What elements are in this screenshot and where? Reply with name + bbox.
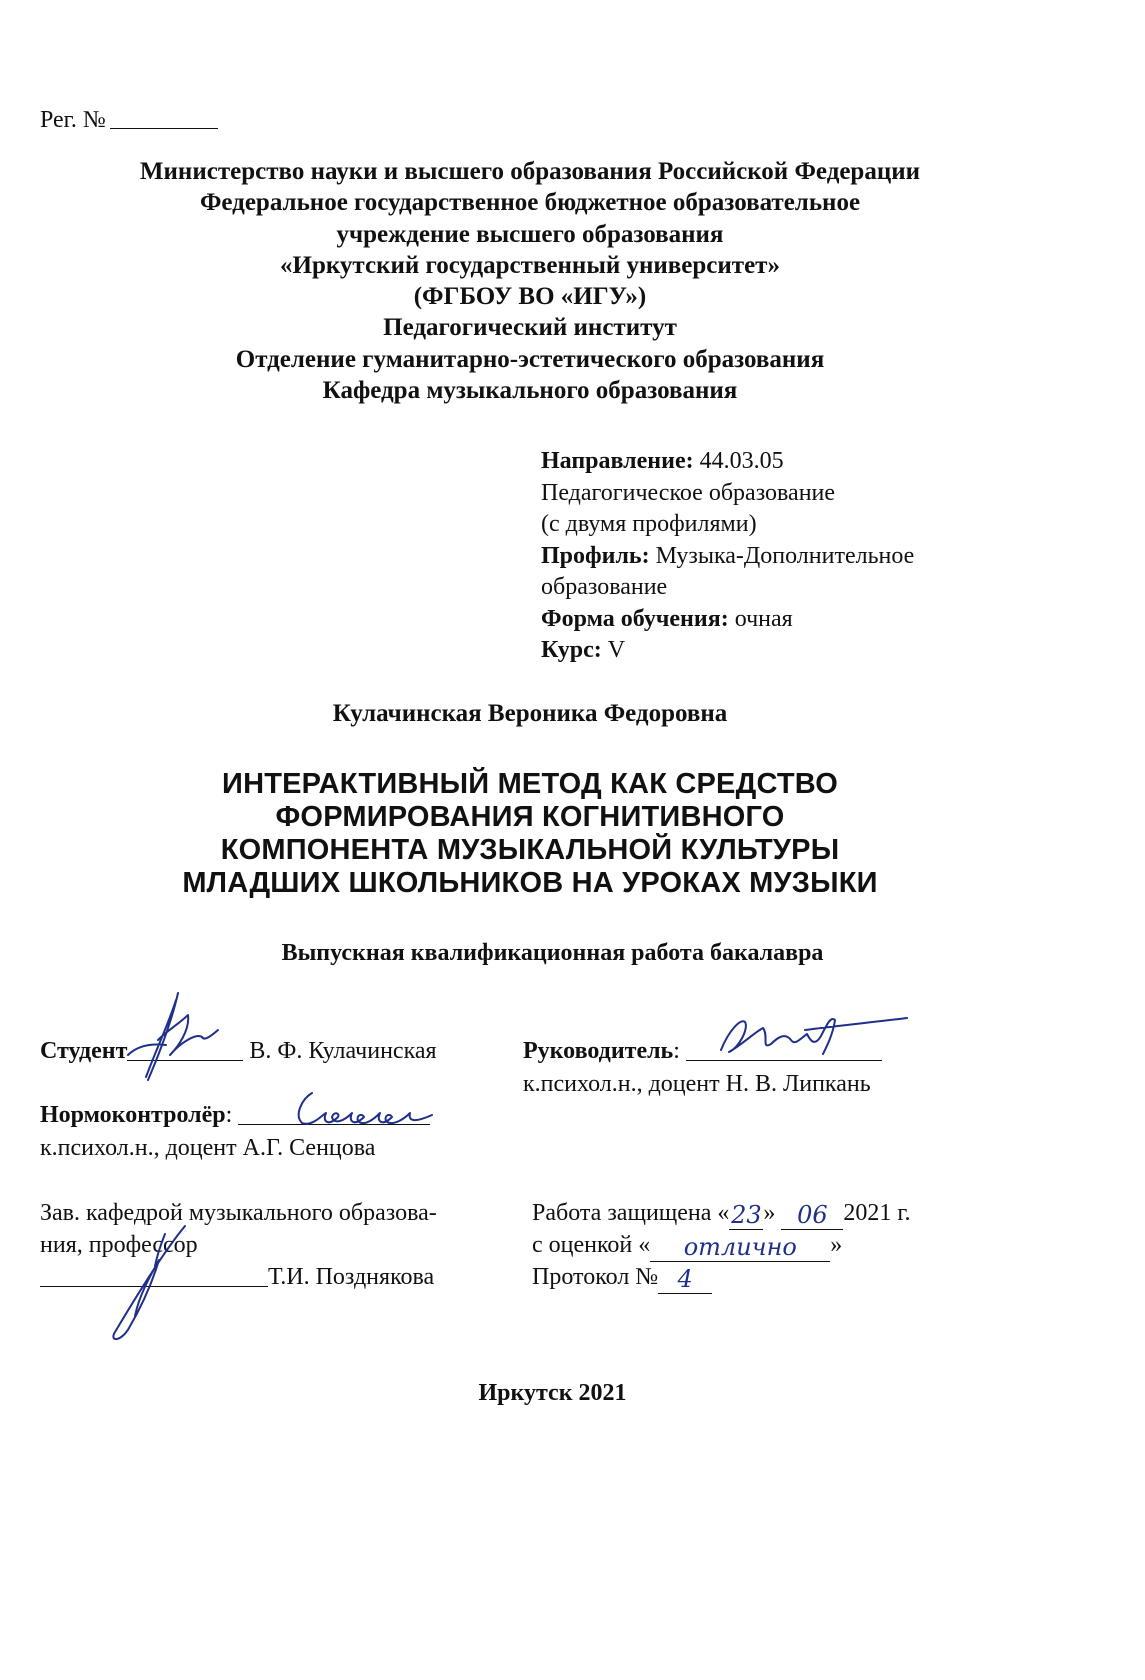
head-line-2: ния, профессор	[40, 1232, 198, 1258]
profile-row	[541, 541, 914, 573]
supervisor-details: к.психол.н., доцент Н. В. Липкань	[523, 1071, 871, 1097]
title-line-1: ИНТЕРАКТИВНЫЙ МЕТОД КАК СРЕДСТВО	[222, 768, 838, 800]
direction-line-2: Педагогическое образование	[541, 479, 836, 506]
defense-protocol-row	[532, 1264, 712, 1294]
protocol-number: 4	[658, 1265, 712, 1294]
header-university-name: «Иркутский государственный университет»	[280, 251, 780, 279]
defense-date-row	[532, 1200, 911, 1230]
header-ministry: Министерство науки и высшего образования Российской Федерации	[139, 158, 921, 185]
header-university-type-cont: учреждение высшего образования	[336, 220, 724, 248]
work-type: Выпускная квалификационная работа бакалавра	[281, 940, 824, 966]
defense-date-mid: »	[763, 1200, 782, 1226]
defense-grade-prefix: с оценкой «	[532, 1232, 651, 1258]
direction-row	[541, 446, 914, 478]
student-label: Студент	[40, 1038, 128, 1064]
defense-grade: отлично	[650, 1233, 830, 1262]
head-line-1: Зав. кафедрой музыкального образова-	[40, 1200, 437, 1226]
header-division: Отделение гуманитарно-эстетического образования	[235, 345, 825, 373]
course-value: V	[601, 637, 626, 663]
header-university-abbr: (ФГБОУ ВО «ИГУ»)	[413, 283, 647, 311]
study-info	[541, 446, 914, 667]
head-signature	[95, 1220, 205, 1350]
defense-year: 2021 г.	[843, 1200, 911, 1226]
author-name: Кулачинская Вероника Федоровна	[332, 700, 728, 727]
defense-grade-row	[532, 1232, 842, 1262]
registration-number	[40, 107, 218, 134]
student-name: В. Ф. Кулачинская	[249, 1038, 437, 1064]
normcontroller-colon: :	[225, 1102, 233, 1128]
title-line-4: МЛАДШИХ ШКОЛЬНИКОВ НА УРОКАХ МУЗЫКИ	[182, 867, 878, 899]
student-row	[40, 1038, 437, 1065]
header-department: Кафедра музыкального образования	[322, 377, 738, 405]
normcontroller-details: к.психол.н., доцент А.Г. Сенцова	[40, 1135, 376, 1161]
city-year: Иркутск 2021	[478, 1380, 627, 1406]
header-university-type: Федеральное государственное бюджетное образовательное	[199, 189, 861, 217]
protocol-label: Протокол №	[532, 1264, 659, 1290]
normcontroller-signature	[282, 1085, 442, 1135]
defense-date-prefix: Работа защищена «	[532, 1200, 730, 1226]
defense-grade-suffix: »	[830, 1232, 843, 1258]
thesis-title	[40, 768, 1020, 900]
direction-value: 44.03.05	[693, 448, 784, 474]
course-row	[541, 635, 914, 667]
defense-month: 06	[781, 1201, 843, 1230]
title-line-2: ФОРМИРОВАНИЯ КОГНИТИВНОГО	[275, 801, 785, 833]
institution-header	[40, 156, 1020, 406]
reg-blank-line	[110, 128, 218, 129]
head-name: Т.И. Позднякова	[268, 1264, 435, 1290]
profile-label: Профиль:	[541, 542, 650, 569]
reg-label: Рег. №	[40, 107, 106, 133]
supervisor-colon: :	[673, 1038, 680, 1064]
direction-label: Направление:	[541, 448, 694, 474]
form-row	[541, 604, 914, 636]
form-value: очная	[728, 605, 793, 632]
course-label: Курс:	[541, 637, 602, 663]
profile-value: Музыка-Дополнительное	[649, 542, 915, 569]
normcontroller-label: Нормоконтролёр	[40, 1102, 226, 1128]
student-signature	[118, 985, 233, 1100]
form-label: Форма обучения:	[541, 605, 729, 632]
header-institute: Педагогический институт	[383, 314, 677, 342]
profile-line-2: образование	[541, 574, 668, 600]
title-line-3: КОМПОНЕНТА МУЗЫКАЛЬНОЙ КУЛЬТУРЫ	[220, 834, 840, 866]
direction-line-3: (с двумя профилями)	[541, 511, 757, 537]
supervisor-label: Руководитель	[523, 1038, 674, 1064]
supervisor-signature	[715, 1010, 910, 1065]
defense-day: 23	[731, 1201, 762, 1229]
